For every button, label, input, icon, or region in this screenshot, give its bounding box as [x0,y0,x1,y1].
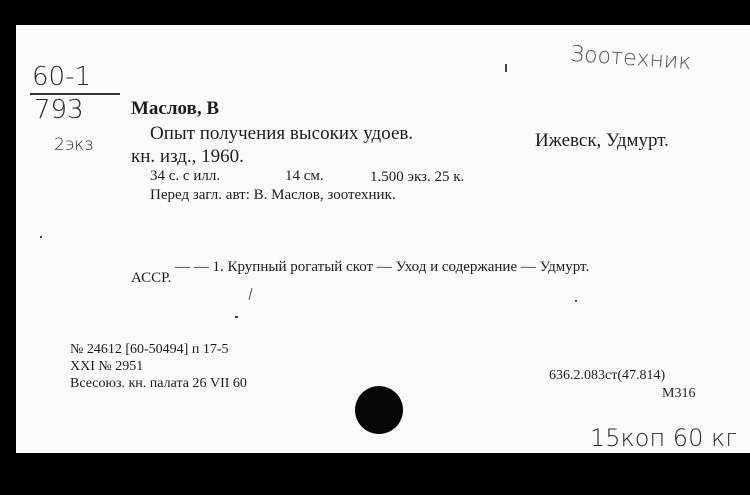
pages-description: 34 с. с илл. [150,168,221,184]
call-number-top: 60-1 [32,62,92,92]
speck-mark [505,64,507,72]
author-mark: М316 [662,386,696,401]
punch-hole [355,386,403,434]
subject-continuation: АССР. [131,270,172,286]
subject-heading: — — 1. Крупный рогатый скот — Уход и содержание — Удмурт. [175,259,590,275]
speck-mark [575,300,577,302]
author-heading: Маслов, В [131,98,219,119]
handwritten-top-right: Зоотехник [569,41,693,76]
title-line-2: кн. изд., 1960. [131,146,244,167]
title-line-1: Опыт получения высоких удоев. [150,123,414,144]
speck-mark [235,316,238,318]
handwritten-price-weight: 15коп 60 кг [590,424,737,452]
speck-mark [40,236,42,238]
series-number: XXI № 2951 [70,359,144,374]
author-note: Перед загл. авт: В. Маслов, зоотехник. [150,187,396,203]
registration-number: № 24612 [60-50494] п 17-5 [70,342,229,357]
size-description: 14 см. [285,168,324,184]
chamber-stamp: Всесоюз. кн. палата 26 VII 60 [70,376,247,391]
copies-price: 1.500 экз. 25 к. [370,169,465,185]
copies-note-handwritten: 2экз [54,135,94,155]
call-number-bottom: 793 [34,95,84,125]
classification-code: 636.2.083ст(47.814) [549,368,666,383]
publication-place: Ижевск, Удмурт. [535,130,669,151]
